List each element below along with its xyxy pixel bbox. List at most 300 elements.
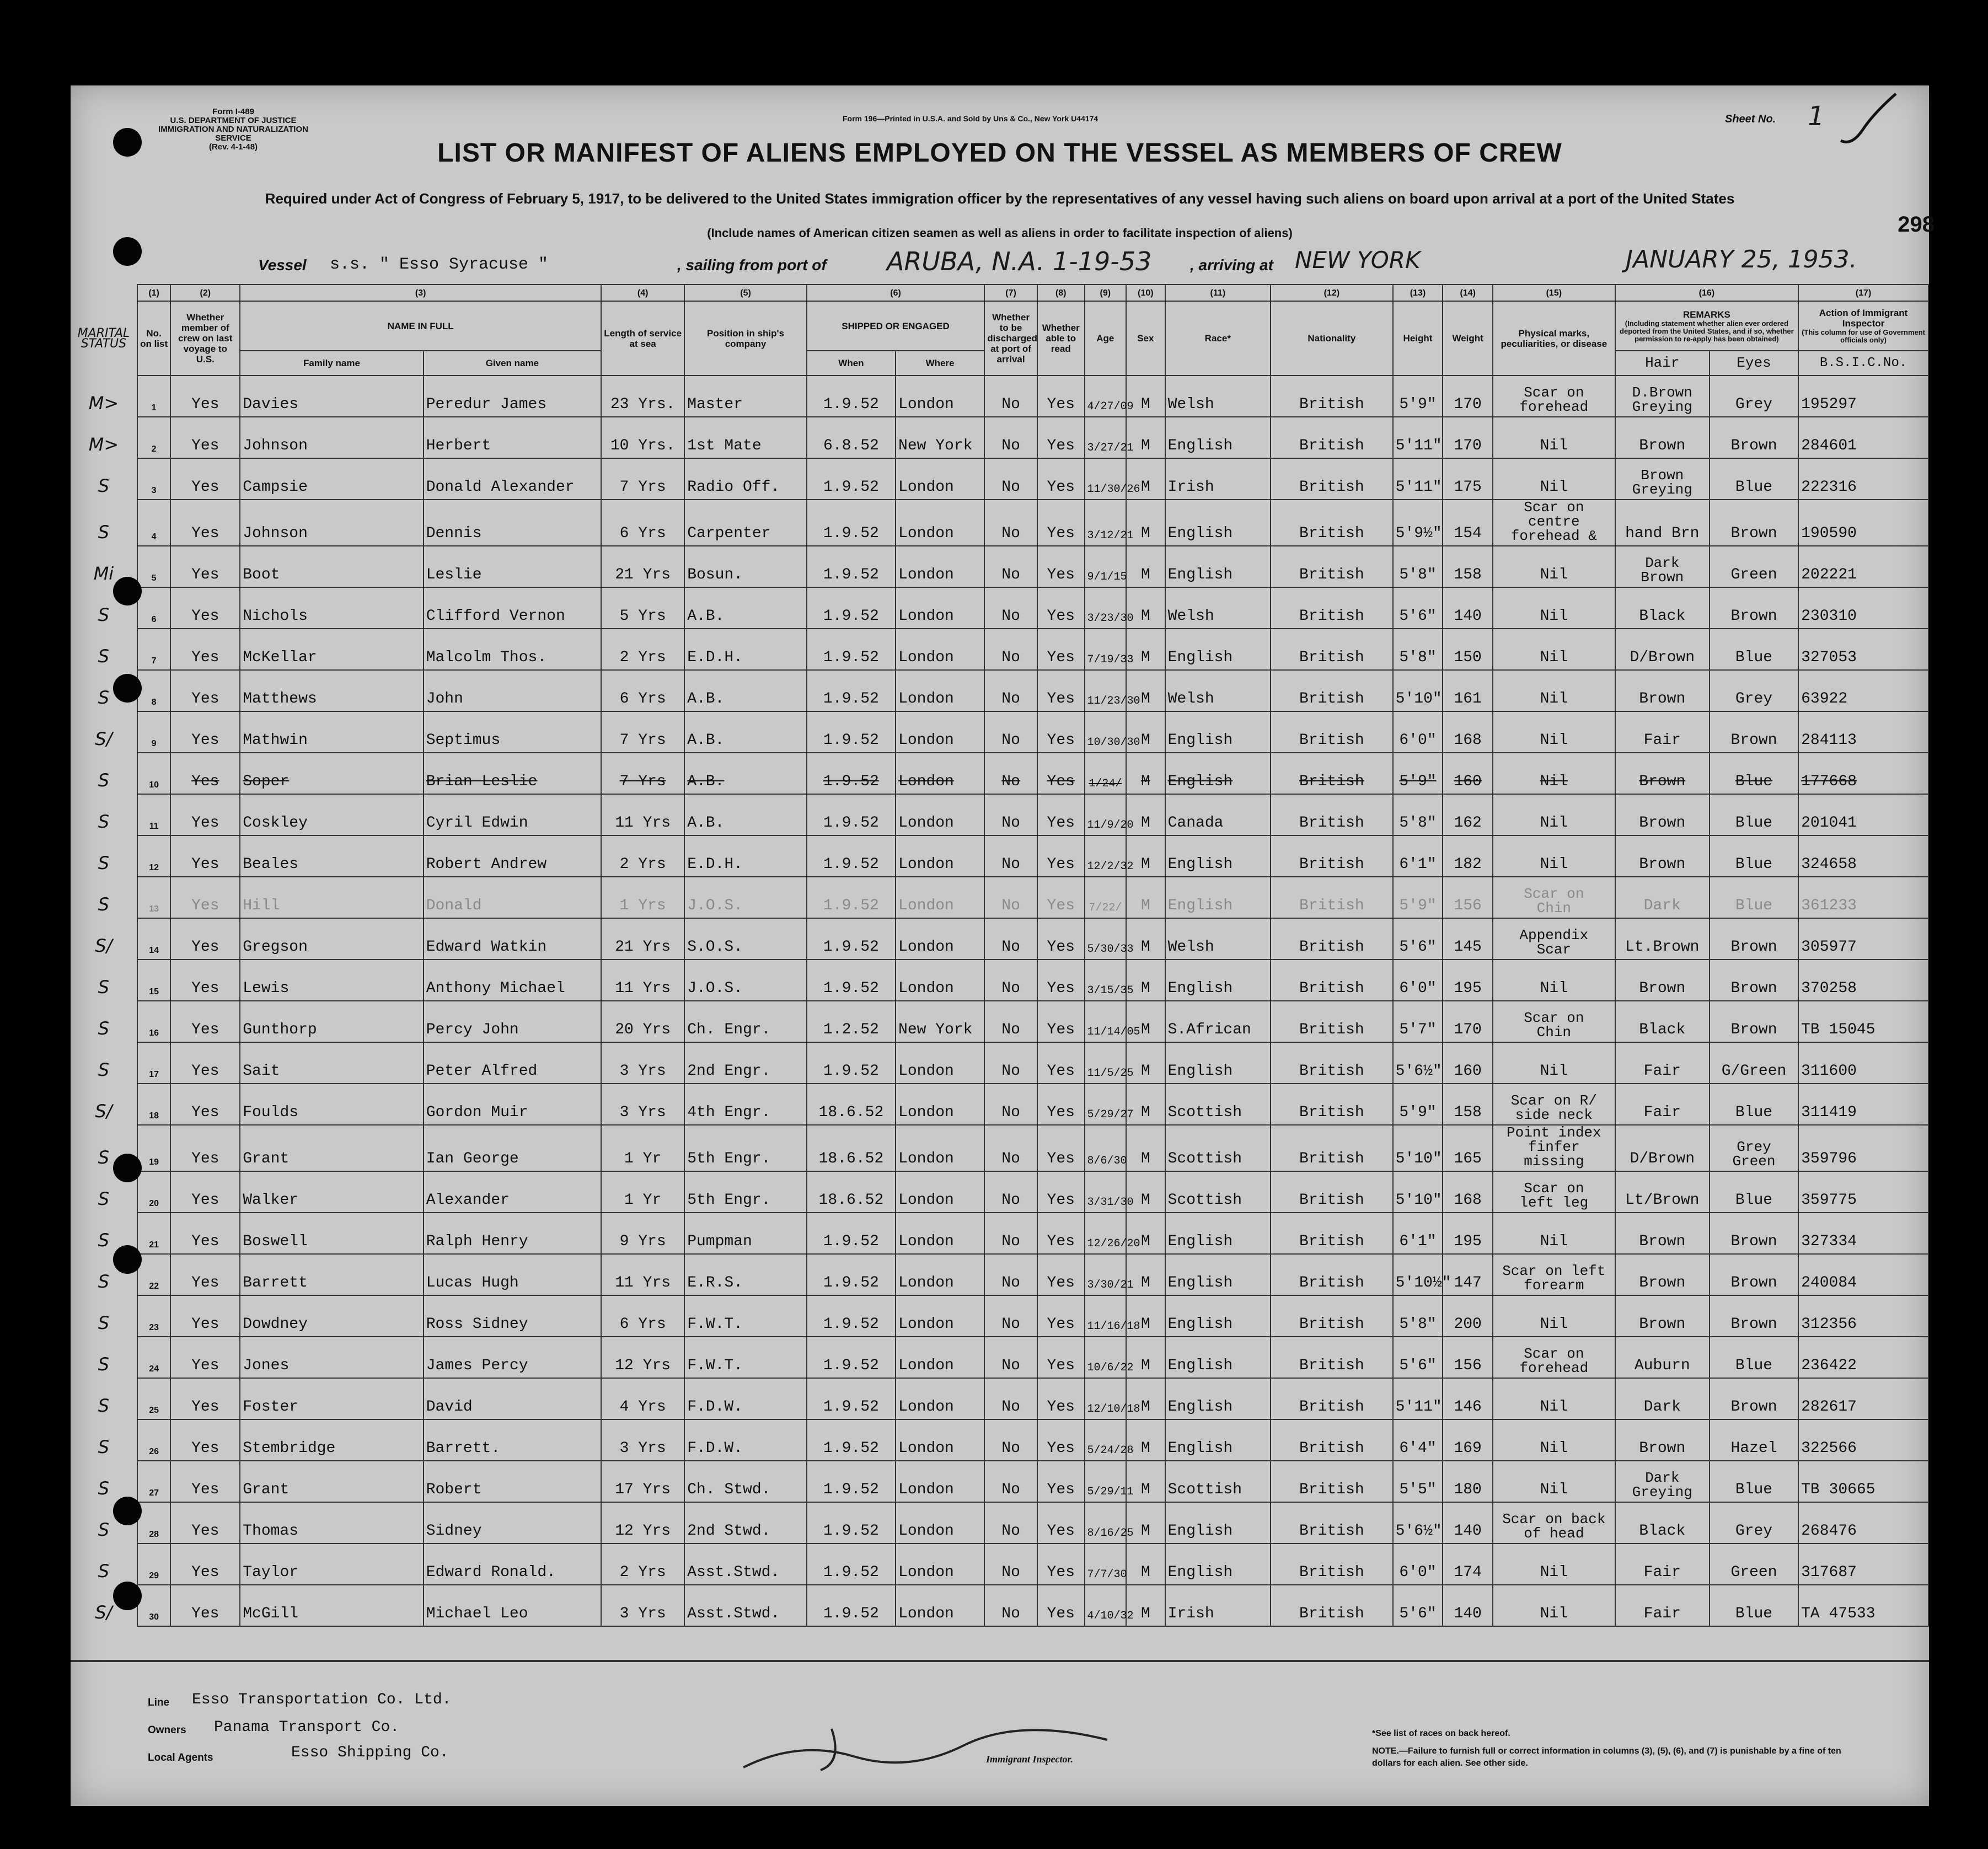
weight-cell: 182 <box>1443 835 1493 877</box>
bsic-number-cell: 327053 <box>1798 629 1928 670</box>
table-row <box>71 794 1928 835</box>
family-name-cell: Mathwin <box>240 711 423 753</box>
bsic-number-cell: 322566 <box>1798 1419 1928 1461</box>
service-length-cell: 6 Yrs <box>601 500 684 546</box>
shipped-when-cell: 1.9.52 <box>807 458 896 500</box>
row-number-cell: 18 <box>137 1084 170 1125</box>
height-cell: 5'6" <box>1393 1337 1443 1378</box>
hair-cell: Brown <box>1615 1419 1710 1461</box>
able-read-cell: Yes <box>1037 960 1085 1001</box>
shipped-when-cell: 1.9.52 <box>807 1461 896 1502</box>
height-cell: 5'6½" <box>1393 1502 1443 1543</box>
marital-status-cell: S <box>98 1230 110 1251</box>
able-read-cell: Yes <box>1037 1337 1085 1378</box>
race-cell: English <box>1165 1502 1271 1543</box>
line-value: Esso Transportation Co. Ltd. <box>192 1691 452 1708</box>
shipped-where-cell: New York <box>896 1001 984 1042</box>
shipped-when-cell: 1.9.52 <box>807 794 896 835</box>
family-name-cell: Grant <box>240 1461 423 1502</box>
weight-cell: 168 <box>1443 711 1493 753</box>
family-name-cell: Boot <box>240 546 423 587</box>
discharged-header: Whether to be discharged at port of arrival <box>984 301 1037 376</box>
eyes-cell: Blue <box>1710 794 1798 835</box>
last-voyage-cell: Yes <box>170 1295 240 1337</box>
weight-header: Weight <box>1443 301 1493 376</box>
family-name-cell: Jones <box>240 1337 423 1378</box>
last-voyage-cell: Yes <box>170 587 240 629</box>
hair-cell: Dark Greying <box>1615 1461 1710 1502</box>
able-read-cell: Yes <box>1037 629 1085 670</box>
height-cell: 5'9" <box>1393 753 1443 794</box>
row-number-cell: 20 <box>137 1171 170 1213</box>
row-number-cell: 3 <box>137 458 170 500</box>
col-num: (9) <box>1085 285 1127 301</box>
able-read-cell: Yes <box>1037 500 1085 546</box>
discharged-cell: No <box>984 1543 1037 1585</box>
age-cell: 11/16/18 <box>1085 1295 1127 1337</box>
shipped-where-cell: London <box>896 794 984 835</box>
row-number-cell: 2 <box>137 417 170 458</box>
page-number: 298 <box>1898 212 1935 237</box>
sheet-number: 1 <box>1808 101 1825 132</box>
able-read-cell: Yes <box>1037 1001 1085 1042</box>
hair-cell: Brown <box>1615 835 1710 877</box>
crew-table <box>71 284 1929 1627</box>
shipped-when-cell: 1.9.52 <box>807 1213 896 1254</box>
weight-cell: 160 <box>1443 1042 1493 1084</box>
race-cell: Welsh <box>1165 918 1271 960</box>
marital-status-cell: S <box>98 522 110 543</box>
col-num: (17) <box>1798 285 1928 301</box>
bsic-number-cell: 327334 <box>1798 1213 1928 1254</box>
position-cell: E.D.H. <box>684 629 807 670</box>
given-name-cell: Alexander <box>424 1171 601 1213</box>
race-cell: Canada <box>1165 794 1271 835</box>
hair-cell: Auburn <box>1615 1337 1710 1378</box>
weight-cell: 140 <box>1443 1585 1493 1626</box>
nationality-cell: British <box>1271 417 1393 458</box>
position-cell: Radio Off. <box>684 458 807 500</box>
hair-cell: Brown <box>1615 417 1710 458</box>
weight-cell: 147 <box>1443 1254 1493 1295</box>
marital-status-cell: S <box>98 604 110 625</box>
discharged-cell: No <box>984 1001 1037 1042</box>
col-num: (5) <box>684 285 807 301</box>
bsic-number-cell: TA 47533 <box>1798 1585 1928 1626</box>
shipped-where-cell: London <box>896 1378 984 1419</box>
age-cell: 12/10/18 <box>1085 1378 1127 1419</box>
position-cell: S.O.S. <box>684 918 807 960</box>
bsic-number-cell: 324658 <box>1798 835 1928 877</box>
age-cell: 11/9/20 <box>1085 794 1127 835</box>
weight-cell: 162 <box>1443 794 1493 835</box>
nationality-cell: British <box>1271 835 1393 877</box>
sex-cell: M <box>1126 1084 1165 1125</box>
shipped-when-cell: 1.9.52 <box>807 546 896 587</box>
service-length-cell: 1 Yr <box>601 1125 684 1171</box>
last-voyage-cell: Yes <box>170 1171 240 1213</box>
last-voyage-cell: Yes <box>170 458 240 500</box>
bsic-number-cell: 190590 <box>1798 500 1928 546</box>
discharged-cell: No <box>984 1084 1037 1125</box>
remarks-note: (Including statement whether alien ever ordered deported from the United States, and if so, whether permission to re-apply has been obtained) <box>1620 319 1794 343</box>
hair-cell: Brown <box>1615 1213 1710 1254</box>
family-name-cell: Grant <box>240 1125 423 1171</box>
table-row <box>71 1084 1928 1125</box>
row-number-cell: 19 <box>137 1125 170 1171</box>
owners-value: Panama Transport Co. <box>214 1719 400 1736</box>
physical-marks-cell: Scar on centre forehead & <box>1493 500 1615 546</box>
table-row <box>71 1419 1928 1461</box>
race-cell: English <box>1165 1419 1271 1461</box>
physical-marks-cell: Nil <box>1493 711 1615 753</box>
table-row <box>71 960 1928 1001</box>
age-cell: 5/24/28 <box>1085 1419 1127 1461</box>
table-row <box>71 877 1928 918</box>
hair-cell: Fair <box>1615 1585 1710 1626</box>
family-name-cell: Johnson <box>240 417 423 458</box>
given-name-cell: Clifford Vernon <box>424 587 601 629</box>
shipped-when-cell: 1.9.52 <box>807 1254 896 1295</box>
row-number-cell: 13 <box>137 877 170 918</box>
given-name-cell: Edward Watkin <box>424 918 601 960</box>
vessel-owner-block <box>148 1685 644 1773</box>
able-read-cell: Yes <box>1037 918 1085 960</box>
age-cell: 12/26/20 <box>1085 1213 1127 1254</box>
shipped-when-cell: 1.9.52 <box>807 1585 896 1626</box>
shipped-where-cell: London <box>896 835 984 877</box>
sex-cell: M <box>1126 918 1165 960</box>
service-length-cell: 21 Yrs <box>601 546 684 587</box>
position-cell: Asst.Stwd. <box>684 1543 807 1585</box>
family-name-cell: Foulds <box>240 1084 423 1125</box>
shipped-where-cell: London <box>896 1543 984 1585</box>
family-name-header: Family name <box>240 351 423 376</box>
height-cell: 5'11" <box>1393 417 1443 458</box>
marital-status-cell: S <box>98 977 110 998</box>
punch-hole <box>113 1497 142 1525</box>
position-cell: F.W.T. <box>684 1337 807 1378</box>
age-cell: 8/16/25 <box>1085 1502 1127 1543</box>
action-header <box>1798 301 1928 351</box>
sailing-port: ARUBA, N.A. 1-19-53 <box>887 246 1152 276</box>
shipped-when-cell: 1.9.52 <box>807 1543 896 1585</box>
marital-status-cell: S <box>98 1018 110 1039</box>
printer-line: Form 196—Printed in U.S.A. and Sold by Uns & Co., New York U44174 <box>843 114 1099 123</box>
eyes-header: Eyes <box>1710 351 1798 376</box>
able-read-cell: Yes <box>1037 1042 1085 1084</box>
bsic-number-cell: 202221 <box>1798 546 1928 587</box>
shipped-when-cell: 1.9.52 <box>807 629 896 670</box>
last-voyage-cell: Yes <box>170 835 240 877</box>
row-number-cell: 4 <box>137 500 170 546</box>
service-length-cell: 3 Yrs <box>601 1585 684 1626</box>
sex-cell: M <box>1126 376 1165 417</box>
race-cell: English <box>1165 1337 1271 1378</box>
bsic-number-cell: 222316 <box>1798 458 1928 500</box>
race-cell: Irish <box>1165 1585 1271 1626</box>
bsic-number-cell: 240084 <box>1798 1254 1928 1295</box>
col-num: (2) <box>170 285 240 301</box>
eyes-cell: Green <box>1710 546 1798 587</box>
bsic-number-cell: 230310 <box>1798 587 1928 629</box>
weight-cell: 161 <box>1443 670 1493 711</box>
shipped-when-cell: 1.9.52 <box>807 753 896 794</box>
service-length-cell: 3 Yrs <box>601 1084 684 1125</box>
service-length-cell: 10 Yrs. <box>601 417 684 458</box>
bsic-number-cell: 317687 <box>1798 1543 1928 1585</box>
when-header: When <box>807 351 896 376</box>
service-length-cell: 11 Yrs <box>601 794 684 835</box>
position-cell: Bosun. <box>684 546 807 587</box>
height-cell: 5'6" <box>1393 1585 1443 1626</box>
physical-marks-cell: Nil <box>1493 1419 1615 1461</box>
position-cell: J.O.S. <box>684 877 807 918</box>
service-length-cell: 11 Yrs <box>601 960 684 1001</box>
sheet-label: Sheet No. <box>1725 113 1776 125</box>
discharged-cell: No <box>984 670 1037 711</box>
action-note: (This column for use of Government officials only) <box>1802 328 1926 344</box>
hair-cell: Lt/Brown <box>1615 1171 1710 1213</box>
race-cell: English <box>1165 500 1271 546</box>
marital-status-cell: M> <box>88 434 119 455</box>
punch-hole <box>113 674 142 703</box>
table-row <box>71 458 1928 500</box>
able-read-cell: Yes <box>1037 753 1085 794</box>
shipped-where-cell: London <box>896 1502 984 1543</box>
physical-marks-cell: Nil <box>1493 629 1615 670</box>
table-row <box>71 670 1928 711</box>
discharged-cell: No <box>984 1295 1037 1337</box>
shipped-where-cell: London <box>896 1084 984 1125</box>
service-length-cell: 20 Yrs <box>601 1001 684 1042</box>
column-number-row <box>71 285 1928 301</box>
row-number-cell: 16 <box>137 1001 170 1042</box>
row-number-cell: 26 <box>137 1419 170 1461</box>
weight-cell: 170 <box>1443 1001 1493 1042</box>
position-cell: 2nd Stwd. <box>684 1502 807 1543</box>
service-length-cell: 6 Yrs <box>601 1295 684 1337</box>
physical-marks-cell: Nil <box>1493 753 1615 794</box>
nationality-cell: British <box>1271 1125 1393 1171</box>
row-number-cell: 15 <box>137 960 170 1001</box>
hair-cell: Brown <box>1615 794 1710 835</box>
nationality-cell: British <box>1271 1543 1393 1585</box>
shipped-when-cell: 1.9.52 <box>807 1042 896 1084</box>
bsic-number-cell: 284601 <box>1798 417 1928 458</box>
height-cell: 5'8" <box>1393 629 1443 670</box>
nationality-cell: British <box>1271 1213 1393 1254</box>
hair-cell: Brown <box>1615 670 1710 711</box>
sex-cell: M <box>1126 1125 1165 1171</box>
height-cell: 5'6" <box>1393 587 1443 629</box>
discharged-cell: No <box>984 753 1037 794</box>
marital-status-cell: S <box>98 1561 110 1582</box>
eyes-cell: Grey <box>1710 670 1798 711</box>
discharged-cell: No <box>984 918 1037 960</box>
table-row <box>71 1502 1928 1543</box>
row-number-cell: 6 <box>137 587 170 629</box>
height-header: Height <box>1393 301 1443 376</box>
last-voyage-cell: Yes <box>170 1042 240 1084</box>
family-name-cell: Foster <box>240 1378 423 1419</box>
weight-cell: 158 <box>1443 1084 1493 1125</box>
bsic-number-cell: 201041 <box>1798 794 1928 835</box>
last-voyage-cell: Yes <box>170 960 240 1001</box>
height-cell: 5'7" <box>1393 1001 1443 1042</box>
table-row <box>71 918 1928 960</box>
race-cell: English <box>1165 417 1271 458</box>
shipped-where-cell: London <box>896 918 984 960</box>
sex-cell: M <box>1126 794 1165 835</box>
height-cell: 6'0" <box>1393 1543 1443 1585</box>
shipped-where-cell: London <box>896 1042 984 1084</box>
able-read-cell: Yes <box>1037 587 1085 629</box>
table-row <box>71 1125 1928 1171</box>
marital-status-cell: S <box>98 1147 110 1168</box>
race-cell: Welsh <box>1165 587 1271 629</box>
age-cell: 11/14/05 <box>1085 1001 1127 1042</box>
nationality-cell: British <box>1271 587 1393 629</box>
last-voyage-cell: Yes <box>170 1001 240 1042</box>
last-voyage-cell: Yes <box>170 918 240 960</box>
height-cell: 5'9" <box>1393 877 1443 918</box>
weight-cell: 200 <box>1443 1295 1493 1337</box>
age-cell: 1/24/ <box>1085 753 1127 794</box>
row-number-cell: 11 <box>137 794 170 835</box>
marital-status-cell: S/ <box>95 728 112 749</box>
given-name-cell: Edward Ronald. <box>424 1543 601 1585</box>
punch-hole <box>113 128 142 157</box>
sex-cell: M <box>1126 835 1165 877</box>
bsic-header: B.S.I.C.No. <box>1798 351 1928 376</box>
discharged-cell: No <box>984 877 1037 918</box>
age-cell: 10/6/22 <box>1085 1337 1127 1378</box>
physical-marks-cell: Scar on left forearm <box>1493 1254 1615 1295</box>
bsic-number-cell: 305977 <box>1798 918 1928 960</box>
race-cell: English <box>1165 960 1271 1001</box>
able-read-cell: Yes <box>1037 1419 1085 1461</box>
marital-status-cell: M> <box>88 393 119 414</box>
service-length-cell: 23 Yrs. <box>601 376 684 417</box>
discharged-cell: No <box>984 1419 1037 1461</box>
col-num: (1) <box>137 285 170 301</box>
position-cell: 5th Engr. <box>684 1125 807 1171</box>
inspector-label: Immigrant Inspector. <box>986 1754 1074 1765</box>
shipped-where-cell: London <box>896 546 984 587</box>
physical-marks-cell: Nil <box>1493 794 1615 835</box>
race-cell: English <box>1165 753 1271 794</box>
age-cell: 4/10/32 <box>1085 1585 1127 1626</box>
nationality-cell: British <box>1271 458 1393 500</box>
marital-status-cell: S <box>98 646 110 667</box>
able-read-cell: Yes <box>1037 1125 1085 1171</box>
col-num: (14) <box>1443 285 1493 301</box>
service-length-cell: 21 Yrs <box>601 918 684 960</box>
last-voyage-cell: Yes <box>170 670 240 711</box>
row-number-cell: 10 <box>137 753 170 794</box>
height-cell: 6'1" <box>1393 835 1443 877</box>
hair-cell: hand Brn <box>1615 500 1710 546</box>
shipped-where-cell: London <box>896 1419 984 1461</box>
position-cell: Carpenter <box>684 500 807 546</box>
shipped-when-cell: 1.9.52 <box>807 1295 896 1337</box>
position-cell: A.B. <box>684 794 807 835</box>
able-read-cell: Yes <box>1037 1378 1085 1419</box>
hair-cell: Brown Greying <box>1615 458 1710 500</box>
race-cell: Scottish <box>1165 1171 1271 1213</box>
last-voyage-cell: Yes <box>170 1419 240 1461</box>
form-info: Form I-489 U.S. DEPARTMENT OF JUSTICE IMMIGRATION AND NATURALIZATION SERVICE (Rev. 4-1-48) <box>158 107 308 152</box>
bsic-number-cell: 359775 <box>1798 1171 1928 1213</box>
height-cell: 5'11" <box>1393 1378 1443 1419</box>
physical-marks-cell: Nil <box>1493 835 1615 877</box>
race-cell: English <box>1165 546 1271 587</box>
eyes-cell: Brown <box>1710 417 1798 458</box>
position-cell: 1st Mate <box>684 417 807 458</box>
service-length-cell: 17 Yrs <box>601 1461 684 1502</box>
page-title: LIST OR MANIFEST OF ALIENS EMPLOYED ON THE VESSEL AS MEMBERS OF CREW <box>437 138 1562 168</box>
shipped-where-cell: London <box>896 1213 984 1254</box>
height-cell: 6'0" <box>1393 711 1443 753</box>
service-length-cell: 3 Yrs <box>601 1042 684 1084</box>
marital-status-cell: S/ <box>95 1602 112 1623</box>
sailing-label: , sailing from port of <box>677 256 827 274</box>
table-row <box>71 1461 1928 1502</box>
row-number-cell: 8 <box>137 670 170 711</box>
physical-marks-cell: Nil <box>1493 670 1615 711</box>
nationality-cell: British <box>1271 1254 1393 1295</box>
weight-cell: 150 <box>1443 629 1493 670</box>
page-subtitle: Required under Act of Congress of February 5, 1917, to be delivered to the United States immigration officer by the representatives of any vessel having such aliens on board upon arrival at a port of the United States <box>265 190 1735 207</box>
service-length-cell: 6 Yrs <box>601 670 684 711</box>
able-read-cell: Yes <box>1037 835 1085 877</box>
weight-cell: 195 <box>1443 960 1493 1001</box>
race-cell: Welsh <box>1165 670 1271 711</box>
age-cell: 3/27/21 <box>1085 417 1127 458</box>
weight-cell: 154 <box>1443 500 1493 546</box>
arriving-label: , arriving at <box>1190 256 1273 274</box>
physical-marks-cell: Scar on Chin <box>1493 1001 1615 1042</box>
age-cell: 11/23/30 <box>1085 670 1127 711</box>
bsic-number-cell: 361233 <box>1798 877 1928 918</box>
length-service-header: Length of service at sea <box>601 301 684 376</box>
bsic-number-cell: 268476 <box>1798 1502 1928 1543</box>
position-cell: Ch. Engr. <box>684 1001 807 1042</box>
table-row <box>71 629 1928 670</box>
hair-cell: D/Brown <box>1615 1125 1710 1171</box>
height-cell: 5'9" <box>1393 1084 1443 1125</box>
discharged-cell: No <box>984 417 1037 458</box>
shipped-when-cell: 1.9.52 <box>807 835 896 877</box>
vessel-label: Vessel <box>258 256 307 274</box>
table-bottom-rule <box>71 1660 1929 1662</box>
races-note: *See list of races on back hereof. <box>1372 1729 1510 1738</box>
col-num: (4) <box>601 285 684 301</box>
hair-cell: Brown <box>1615 960 1710 1001</box>
family-name-cell: Sait <box>240 1042 423 1084</box>
given-name-cell: Brian Leslie <box>424 753 601 794</box>
hair-header: Hair <box>1615 351 1710 376</box>
shipped-where-cell: London <box>896 629 984 670</box>
bsic-number-cell: 195297 <box>1798 376 1928 417</box>
physical-marks-cell: Nil <box>1493 1543 1615 1585</box>
position-cell: 5th Engr. <box>684 1171 807 1213</box>
eyes-cell: Hazel <box>1710 1419 1798 1461</box>
sex-cell: M <box>1126 1042 1165 1084</box>
punch-hole <box>113 1154 142 1182</box>
col-num: (7) <box>984 285 1037 301</box>
